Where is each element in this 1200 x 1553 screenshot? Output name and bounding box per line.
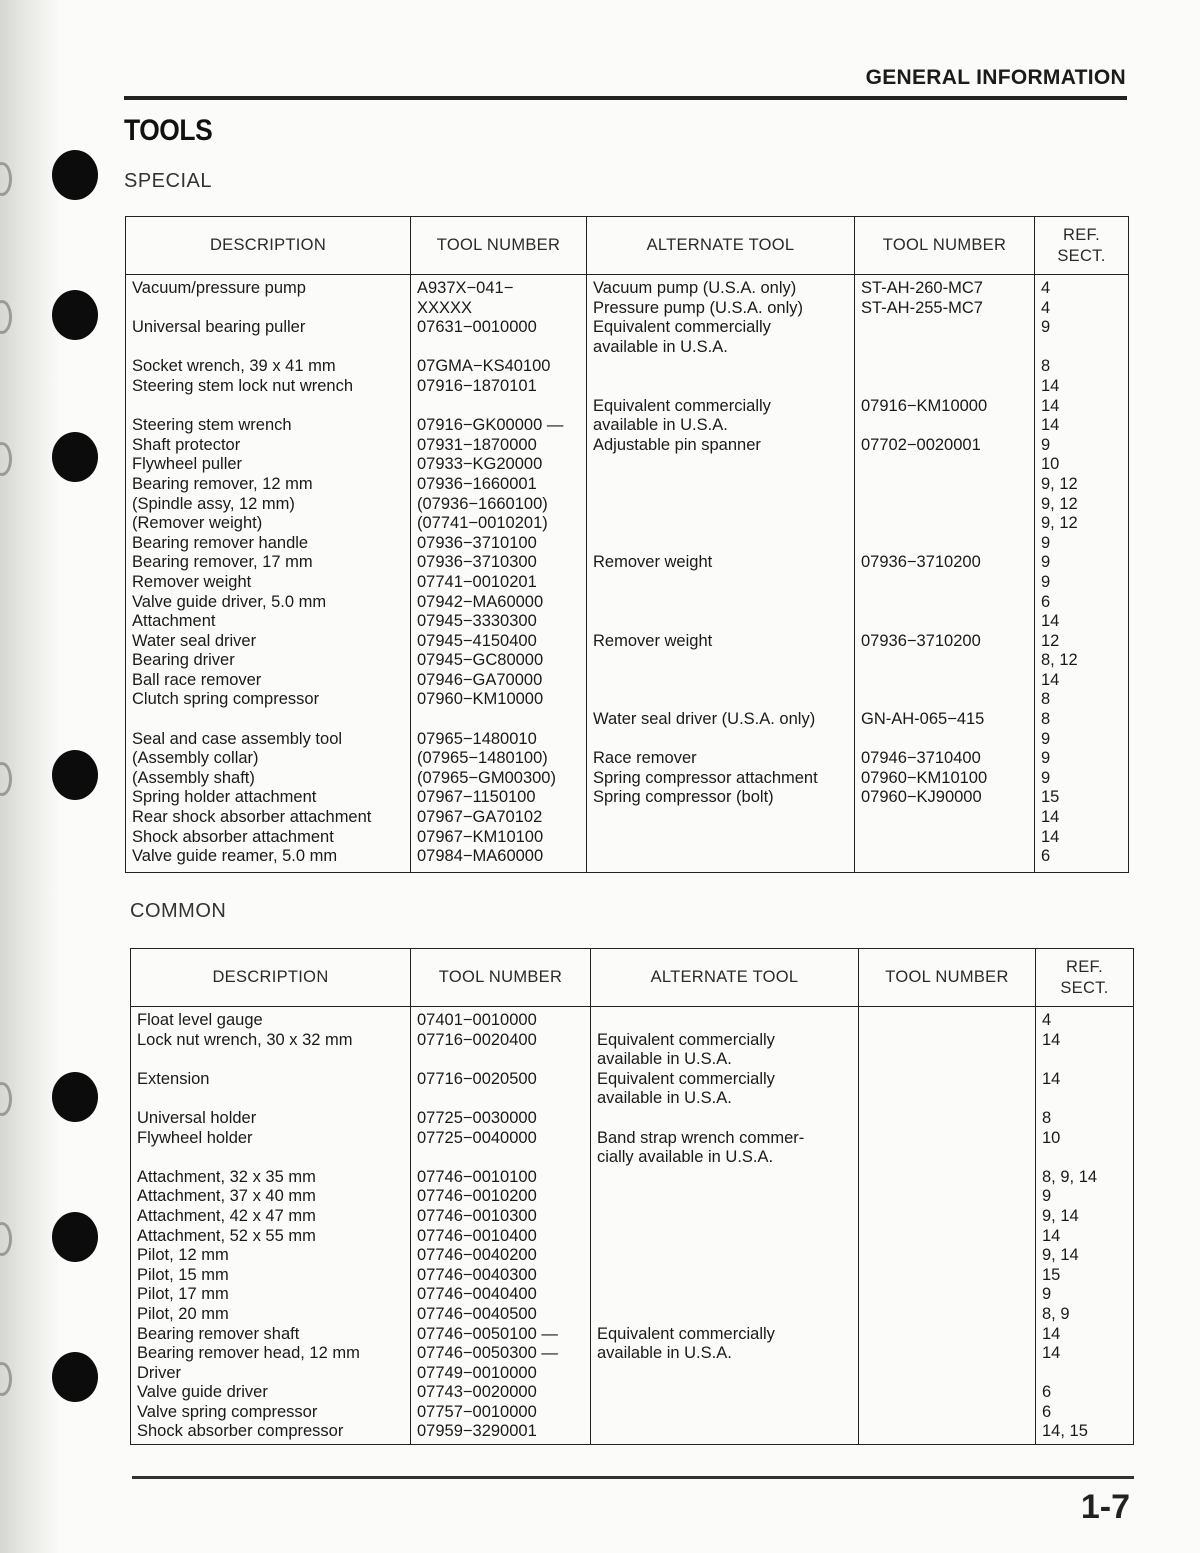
- special-label: SPECIAL: [124, 170, 212, 192]
- column-header-alternate-tool: ALTERNATE TOOL: [587, 217, 855, 275]
- page-title: TOOLS: [124, 114, 213, 147]
- description-column: Vacuum/pressure pump Universal bearing puller Socket wrench, 39 x 41 mm Steering stem lock nut wrench Steering stem wrench Shaft protector Flywheel puller Bearing remover, 12 mm (Spindle assy, 12 mm) (Remover weight) Bearing remover handle Bearing remover, 17 mm Remover weight Valve guide driver, 5.0 mm Attachment Water seal driver Bearing driver Ball race remover Clutch spring compressor Seal and case assembly tool (Assembly collar) (Assembly shaft) Spring holder attachment Rear shock absorber attachment Shock absorber attachment Valve guide reamer, 5.0 mm: [126, 275, 411, 873]
- binder-hole: [52, 1212, 98, 1262]
- column-header-tool-number: TOOL NUMBER: [411, 949, 591, 1007]
- tool-number-column: 07401−0010000 07716−0020400 07716−0020500 07725−0030000 07725−0040000 07746−0010100 07746−0010200 07746−0010300 07746−0010400 07746−0040200 07746−0040300 07746−0040400 07746−0040500 07746−0050100 — 07746−0050300 — 07749−0010000 07743−0020000 07757−0010000 07959−3290001: [411, 1007, 591, 1445]
- alternate-tool-column: Vacuum pump (U.S.A. only) Pressure pump (U.S.A. only) Equivalent commercially available in U.S.A. Equivalent commercially available in U.S.A. Adjustable pin spanner Remover weight Remover weight Water seal driver (U.S.A. only) Race remover Spring compressor attachment Spring compressor (bolt): [587, 275, 855, 873]
- common-tools-table: [130, 948, 1134, 1445]
- binder-hole: [52, 750, 98, 800]
- ref-sect-column: 4 14 14 8 10 8, 9, 14 9 9, 14 14 9, 14 15 9 8, 9 14 14 6 6 14, 15: [1036, 1007, 1134, 1445]
- column-header-ref-sect: REF. SECT.: [1035, 217, 1129, 275]
- binder-hole: [52, 1072, 98, 1122]
- binder-hole: [52, 1352, 98, 1402]
- page-number: 1-7: [1080, 1488, 1130, 1526]
- alternate-tool-column: Equivalent commercially available in U.S.A. Equivalent commercially available in U.S.A. Band strap wrench commer- cially available in U.S.A. Equivalent commercially available in U.S.A.: [591, 1007, 859, 1445]
- binder-hole: [52, 432, 98, 482]
- common-label: COMMON: [130, 900, 227, 922]
- column-header-description: DESCRIPTION: [126, 217, 411, 275]
- column-header-alternate-tool: ALTERNATE TOOL: [591, 949, 859, 1007]
- alt-tool-number-column: [859, 1007, 1036, 1445]
- column-header-description: DESCRIPTION: [131, 949, 411, 1007]
- alt-tool-number-column: ST-AH-260-MC7 ST-AH-255-MC7 07916−KM10000 07702−0020001 07936−3710200 07936−3710200 GN-AH-065−415 07946−3710400 07960−KM10100 07960−KJ90000: [855, 275, 1035, 873]
- section-header: GENERAL INFORMATION: [865, 66, 1126, 89]
- description-column: Float level gauge Lock nut wrench, 30 x 32 mm Extension Universal holder Flywheel holder Attachment, 32 x 35 mm Attachment, 37 x 40 mm Attachment, 42 x 47 mm Attachment, 52 x 55 mm Pilot, 12 mm Pilot, 15 mm Pilot, 17 mm Pilot, 20 mm Bearing remover shaft Bearing remover head, 12 mm Driver Valve guide driver Valve spring compressor Shock absorber compressor: [131, 1007, 411, 1445]
- binder-hole: [52, 150, 98, 200]
- ref-sect-column: 4 4 9 8 14 14 14 9 10 9, 12 9, 12 9, 12 9 9 9 6 14 12 8, 12 14 8 8 9 9 9 15 14 14 6: [1035, 275, 1129, 873]
- footer-rule: [132, 1476, 1134, 1479]
- tool-number-column: A937X−041− XXXXX 07631−0010000 07GMA−KS40100 07916−1870101 07916−GK00000 — 07931−1870000 07933−KG20000 07936−1660001 (07936−1660100) (07741−0010201) 07936−3710100 07936−3710300 07741−0010201 07942−MA60000 07945−3330300 07945−4150400 07945−GC80000 07946−GA70000 07960−KM10000 07965−1480010 (07965−1480100) (07965−GM00300) 07967−1150100 07967−GA70102 07967−KM10100 07984−MA60000: [411, 275, 587, 873]
- column-header-alt-tool-number: TOOL NUMBER: [855, 217, 1035, 275]
- special-tools-table: [125, 216, 1129, 873]
- binder-hole: [52, 290, 98, 340]
- column-header-alt-tool-number: TOOL NUMBER: [859, 949, 1036, 1007]
- header-rule: [124, 96, 1127, 100]
- column-header-ref-sect: REF. SECT.: [1036, 949, 1134, 1007]
- column-header-tool-number: TOOL NUMBER: [411, 217, 587, 275]
